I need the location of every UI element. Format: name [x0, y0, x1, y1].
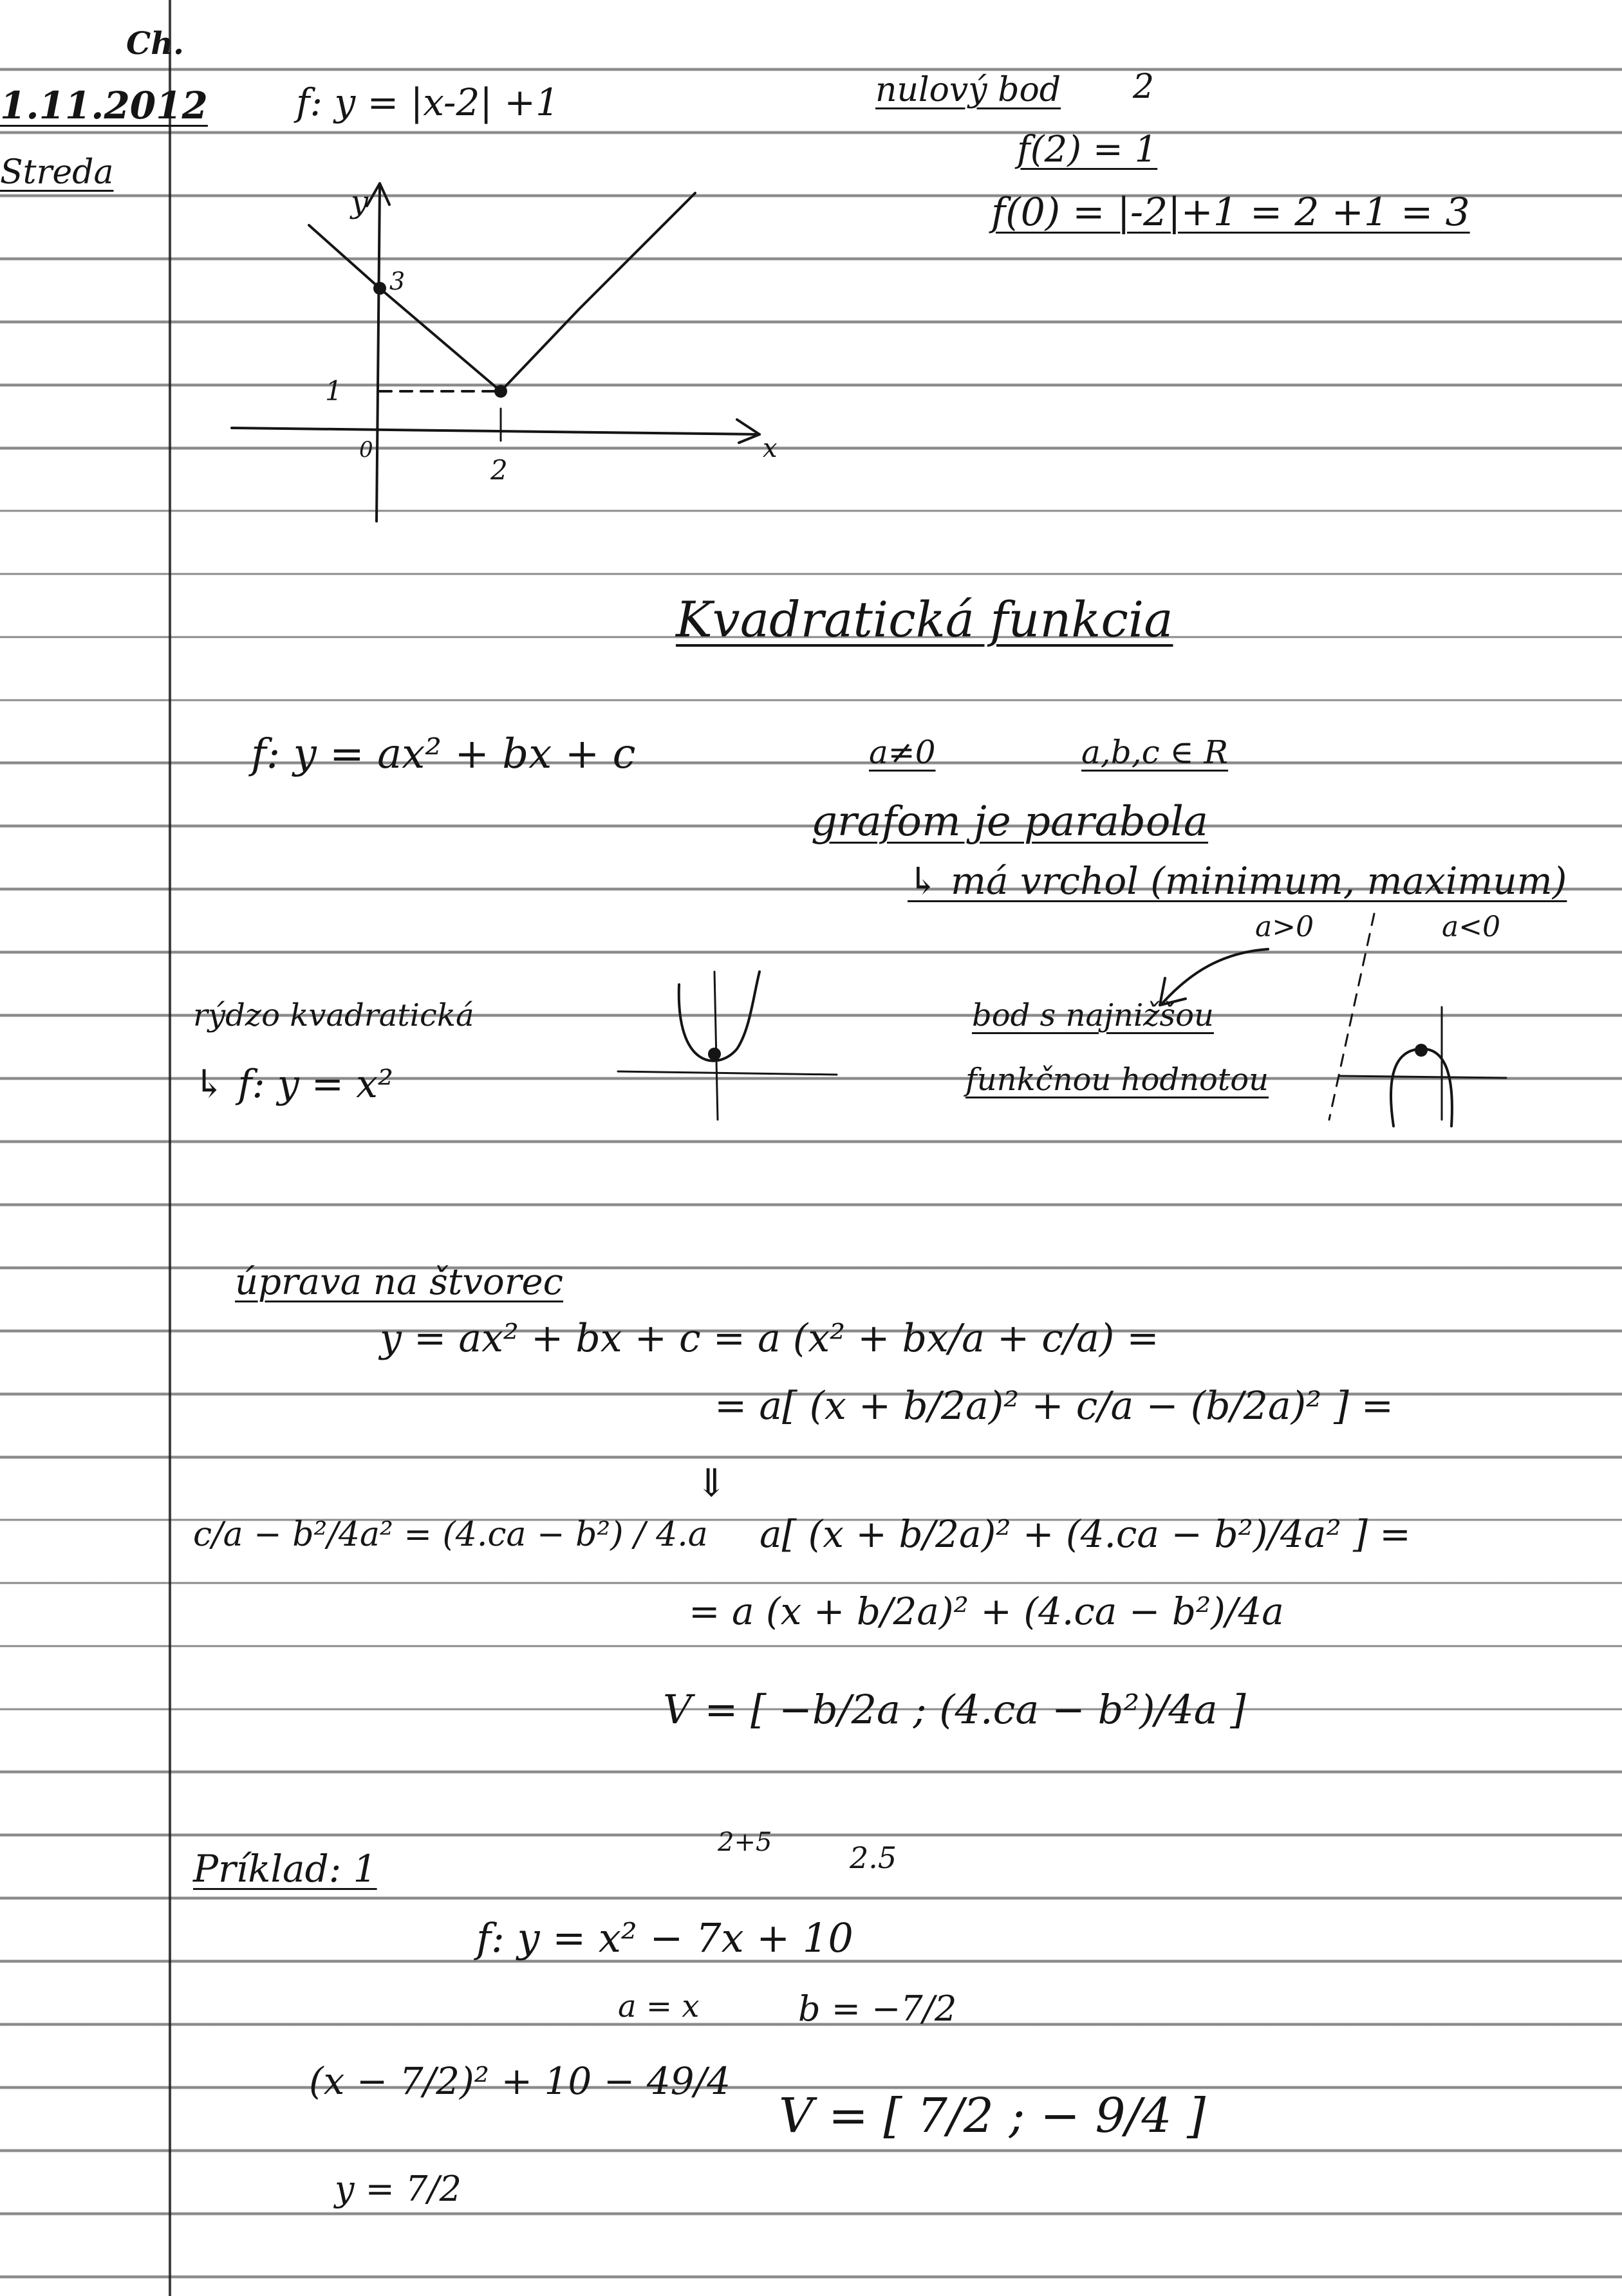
graph-is-parabola: grafom je parabola	[811, 798, 1209, 846]
origin-label: 0	[359, 437, 373, 463]
example-note-right: 2.5	[850, 1840, 897, 1875]
y-axis-label: y	[351, 184, 369, 220]
x-axis	[232, 428, 760, 434]
tick-label-x: 2	[490, 454, 508, 486]
lowest-point-note-2: funkčnou hodnotou	[965, 1062, 1269, 1098]
f-of-2: f(2) = 1	[1017, 129, 1158, 171]
a-positive: a>0	[1255, 911, 1314, 943]
example-vertex: V = [ 7/2 ; − 9/4 ]	[779, 2088, 1206, 2143]
vertex-point	[494, 385, 507, 398]
example-title: Príklad: 1	[193, 1847, 377, 1891]
cs-line-2: = a[ (x + b/2a)² + c/a − (b/2a)² ] =	[714, 1384, 1394, 1429]
downward-parabola-sketch	[1326, 991, 1519, 1145]
separator-dashes	[1329, 914, 1374, 1120]
pure-quadratic-formula: ↳ f: y = x²	[193, 1062, 394, 1107]
cs-line-3: a[ (x + b/2a)² + (4.ca − b²)/4a² ] =	[760, 1512, 1411, 1556]
example-work: (x − 7/2)² + 10 − 49/4	[309, 2059, 731, 2103]
tick-label-y: 1	[325, 375, 342, 407]
function-definition: f: y = |x-2| +1	[296, 80, 559, 124]
has-vertex: ↳ má vrchol (minimum, maximum)	[908, 859, 1567, 903]
condition-abc: a,b,c ∈ R	[1081, 734, 1229, 771]
x-axis-label: x	[763, 434, 778, 463]
condition-a: a≠0	[869, 734, 936, 771]
abs-value-graph	[219, 174, 798, 534]
a-negative: a<0	[1442, 911, 1501, 943]
x-axis-arrow	[737, 420, 760, 443]
equals-arrow: ⇓	[695, 1461, 728, 1506]
cs-vertex: V = [ −b/2a ; (4.ca − b²)/4a ]	[663, 1686, 1246, 1733]
date: 1.11.2012	[0, 84, 208, 127]
sketch-x-axis	[618, 1071, 837, 1075]
example-a-note: a = x	[618, 1988, 700, 2024]
lowest-point-note-1: bod s najnižšou	[972, 997, 1214, 1033]
completing-square-title: úprava na štvorec	[235, 1261, 564, 1303]
upward-parabola-sketch	[605, 959, 862, 1126]
y-intercept-point	[373, 282, 386, 295]
example-note-left: 2+5	[718, 1828, 772, 1857]
sketch-minimum-point	[708, 1048, 721, 1060]
point-label: 3	[389, 267, 406, 295]
example-b-note: b = −7/2	[798, 1988, 957, 2029]
corner-mark: Ch.	[126, 26, 184, 62]
example-y-note: y = 7/2	[335, 2169, 461, 2209]
zero-point-value: 2	[1133, 68, 1155, 106]
cs-line-4: = a (x + b/2a)² + (4.ca − b²)/4a	[689, 1589, 1284, 1633]
sketch-parabola-down	[1391, 1049, 1452, 1126]
abs-value-curve	[309, 193, 695, 391]
f-of-0: f(0) = |-2|+1 = 2 +1 = 3	[991, 190, 1470, 235]
example-formula: f: y = x² − 7x + 10	[476, 1914, 853, 1961]
cs-side-note: c/a − b²/4a² = (4.ca − b²) / 4.a	[193, 1515, 708, 1554]
sketch-maximum-point	[1415, 1044, 1428, 1057]
y-axis-arrow	[367, 183, 389, 206]
sketch-parabola-up	[679, 972, 760, 1061]
margin-line	[169, 0, 171, 2296]
pure-quadratic: rýdzo kvadratická	[193, 997, 474, 1033]
sketch2-x-axis	[1339, 1076, 1506, 1078]
cs-line-1: y = ax² + bx + c = a (x² + bx/a + c/a) =	[380, 1316, 1159, 1361]
zero-point-label: nulový bod	[875, 71, 1061, 109]
day: Streda	[0, 153, 114, 192]
quadratic-formula: f: y = ax² + bx + c	[251, 730, 636, 778]
arrow-to-note	[1146, 940, 1274, 1017]
sketch-y-axis	[714, 972, 718, 1120]
y-axis	[377, 187, 380, 521]
section-title: Kvadratická funkcia	[676, 591, 1173, 648]
